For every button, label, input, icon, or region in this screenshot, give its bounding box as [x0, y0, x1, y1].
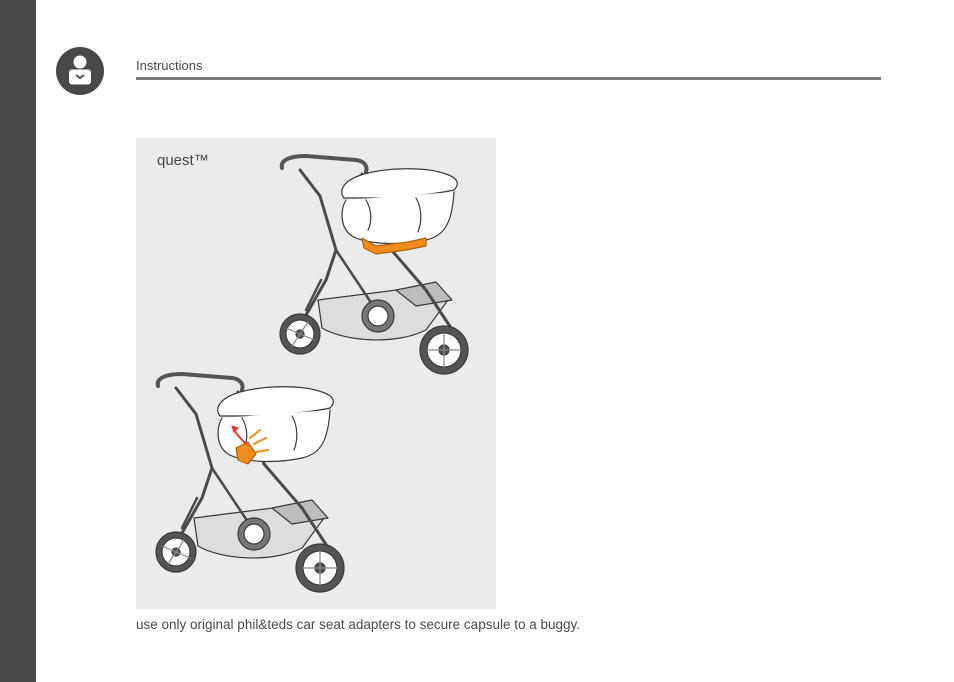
- header-divider: [136, 77, 881, 80]
- person-lock-icon: [56, 47, 104, 95]
- side-bar: [0, 0, 36, 682]
- page-title: Instructions: [136, 58, 203, 73]
- stroller-release-illustration: [152, 368, 357, 603]
- model-label: quest™: [157, 152, 209, 169]
- stroller-illustration-panel: [136, 138, 496, 609]
- stroller-with-capsule-illustration: [276, 150, 481, 385]
- instruction-caption: use only original phil&teds car seat adapters to secure capsule to a buggy.: [136, 617, 581, 632]
